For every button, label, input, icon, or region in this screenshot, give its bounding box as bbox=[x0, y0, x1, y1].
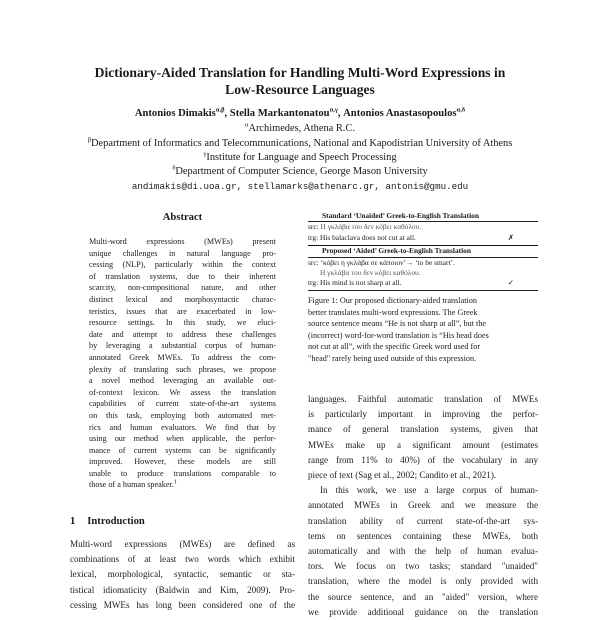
mwe-dictionary-entry: ‘κόβει η γκλάβα σε κάποιον’→ ‘to be smart’. bbox=[320, 257, 455, 267]
abstract-line: on this task, employing both automated met- bbox=[89, 410, 276, 420]
affiliation-archimedes bbox=[0, 122, 600, 135]
figure-1 bbox=[308, 211, 538, 291]
affiliation-gmu bbox=[0, 165, 600, 178]
body-line: automatically and with the help of human evalua- bbox=[308, 546, 538, 557]
figure-proposed-trg bbox=[308, 278, 538, 288]
figure-heading-text: Proposed ‘Aided’ Greek-to-English Translation bbox=[322, 246, 471, 256]
body-line: we provide additional guidance on the translation bbox=[308, 606, 538, 617]
author-sup: α,δ bbox=[456, 106, 466, 114]
caption-line: (incorrect) word-for-word translation is “His head does bbox=[308, 330, 489, 340]
section-title: Introduction bbox=[87, 516, 145, 527]
body-line: the source sentence, and an "aided" version, where bbox=[308, 591, 538, 602]
abstract-line: improved. However, these models are still bbox=[89, 457, 276, 467]
affiliation-text: Institute for Language and Speech Processing bbox=[206, 152, 397, 163]
src-text: Η γκλάβα του δεν κόβει καθόλου. bbox=[320, 222, 422, 232]
body-line: range from 11% to 40%) of the vocabulary in any bbox=[308, 454, 538, 465]
abstract-line: plexity of translating such phrases, we propose bbox=[89, 364, 276, 374]
affiliation-text: Department of Informatics and Telecommunications, National and Kapodistrian University of Athens bbox=[91, 138, 513, 149]
affiliation-sup: γ bbox=[203, 150, 207, 158]
abstract-line: distinct lexical and morphosyntactic charac- bbox=[89, 294, 276, 304]
body-line: In this work, we use a large corpus of human- bbox=[320, 485, 538, 496]
title-line-2: Low-Resource Languages bbox=[225, 82, 375, 97]
abstract-line: unable to produce translations comparable to bbox=[89, 468, 276, 478]
affiliation-ilsp bbox=[0, 151, 600, 164]
affiliation-text: Archimedes, Athena R.C. bbox=[248, 123, 355, 134]
abstract-text bbox=[89, 236, 276, 491]
abstract-line: using our method when applicable, the perfor- bbox=[89, 434, 276, 444]
figure-heading-text: Standard ‘Unaided’ Greek-to-English Translation bbox=[322, 211, 479, 220]
caption-line: not cut at all”, with the specific Greek word used for bbox=[308, 342, 481, 352]
author-list: Antonios Dimakis$^{\alpha,\beta}$, Stella Markantonatou$^{\alpha,\gamma}$, Antonios Anastasopoulos$^{\alpha,\delta}$ bbox=[134, 106, 466, 119]
affiliation-sup: β bbox=[87, 136, 92, 144]
trg-text: His balaclava does not cut at all. bbox=[320, 232, 416, 242]
figure-proposed-src bbox=[308, 258, 538, 268]
abstract-line: Multi-word expressions (MWEs) present bbox=[89, 237, 276, 246]
body-line: translation ability of current state-of-the-art sys- bbox=[308, 515, 538, 526]
abstract-heading: Abstract bbox=[162, 212, 203, 223]
caption-line: better translates multi-word expressions. The Greek bbox=[308, 307, 478, 317]
caption-line: source sentence means “He is not sharp at all”, but the bbox=[308, 319, 487, 329]
body-line: annotated MWEs in Greek and we measure the bbox=[308, 500, 538, 511]
abstract-line: scarcity, non-compositional nature, and other bbox=[89, 283, 276, 293]
affiliation-uoa bbox=[0, 137, 600, 150]
affiliation-sup: α bbox=[245, 121, 249, 129]
abstract-line: resource settings. In this study, we eluci- bbox=[89, 318, 276, 328]
figure-standard-heading bbox=[308, 211, 538, 221]
intro-line: cessing MWEs has long been considered one of the bbox=[70, 599, 295, 610]
abstract-line: of translation systems, due to their inherent bbox=[89, 271, 276, 281]
figure-proposed-src-sentence bbox=[308, 268, 538, 278]
intro-line: combinations of at least two words which exhibit bbox=[70, 554, 295, 565]
author-sup: α,β bbox=[215, 106, 225, 114]
section-heading-introduction bbox=[70, 516, 145, 527]
abstract-line: capabilities of current state-of-the-art systems bbox=[89, 399, 276, 409]
figure-proposed-heading bbox=[308, 246, 538, 256]
body-line: tems on sentences containing these MWEs, both bbox=[308, 530, 538, 541]
src-text: Η γκλάβα του δεν κόβει καθόλου. bbox=[320, 268, 421, 278]
affiliation-text: Department of Computer Science, George Mason University bbox=[175, 166, 428, 177]
abstract-line bbox=[89, 479, 276, 491]
section-number: 1 bbox=[70, 516, 76, 527]
caption-line: Figure 1: Our proposed dictionary-aided translation bbox=[308, 296, 477, 305]
intro-line: Multi-word expressions (MWEs) are defined as bbox=[70, 539, 295, 549]
abstract-line: mance of current systems can be significantly bbox=[89, 445, 276, 455]
caption-line: "head" rarely being used outside of this expression. bbox=[308, 353, 477, 363]
body-line: mance of general translation systems, given that bbox=[308, 424, 538, 435]
figure-standard-trg bbox=[308, 233, 538, 243]
introduction-text bbox=[70, 537, 295, 613]
abstract-line: date and attempt to address these challenges bbox=[89, 329, 276, 339]
abstract-line: teristics, issues that are exacerbated in low- bbox=[89, 306, 276, 316]
body-line: translation, where the model is only provided with bbox=[308, 576, 538, 587]
affiliation-sup: δ bbox=[172, 164, 176, 172]
intro-line: tistical idiomaticity (Baldwin and Kim, 2009). Pro- bbox=[70, 584, 295, 595]
trg-label: trg: bbox=[308, 232, 319, 242]
check-icon: ✓ bbox=[507, 278, 514, 288]
trg-text: His mind is not sharp at all. bbox=[320, 278, 402, 288]
body-line: piece of text (Sag et al., 2002; Candito et al., 2021). bbox=[308, 470, 497, 481]
body-line: is particularly important in improving the perfor- bbox=[308, 409, 538, 420]
abstract-line: rics and human evaluators. We find that by bbox=[89, 422, 276, 432]
figure-standard-src bbox=[308, 222, 538, 232]
author-name: Antonios Anastasopoulos bbox=[343, 108, 457, 119]
right-column-text bbox=[308, 392, 538, 620]
body-line: MWEs make up a significant amount (estimates bbox=[308, 439, 538, 450]
footnote-mark[interactable]: 1 bbox=[173, 478, 178, 486]
author-name: Antonios Dimakis bbox=[134, 108, 216, 119]
abstract-line: cessing (NLP), particularly within the context bbox=[89, 260, 276, 270]
abstract-line: by leveraging a substantial corpus of human- bbox=[89, 341, 276, 351]
abstract-line: annotated Greek MWEs. To address the com- bbox=[89, 352, 276, 362]
body-line: tors. We focus on two tasks; standard "unaided" bbox=[308, 561, 538, 572]
figure-1-caption bbox=[308, 295, 538, 365]
title-line-1: Dictionary-Aided Translation for Handling Multi-Word Expressions in bbox=[94, 65, 506, 80]
author-name: Stella Markantonatou bbox=[229, 108, 330, 119]
paper-title bbox=[60, 64, 540, 98]
src-label: src: bbox=[308, 257, 319, 267]
abstract-line: of-context lexicon. We assess the translation bbox=[89, 387, 276, 397]
body-line: languages. Faithful automatic translation of MWEs bbox=[308, 394, 538, 404]
abstract-last-text: those of a human speaker. bbox=[89, 480, 174, 490]
cross-icon: ✗ bbox=[507, 232, 514, 242]
trg-label: trg: bbox=[308, 278, 319, 288]
author-emails: andimakis@di.uoa.gr, stellamarks@athenarc.gr, antonis@gmu.edu bbox=[131, 181, 469, 192]
abstract-line: unique challenges in natural language pro- bbox=[89, 248, 276, 258]
src-label: src: bbox=[308, 222, 319, 232]
author-sup: α,γ bbox=[329, 106, 338, 114]
abstract-line: a novel method leveraging an available out- bbox=[89, 376, 276, 386]
intro-line: lexical, morphological, syntactic, semantic or sta- bbox=[70, 569, 295, 580]
figure-rule bbox=[308, 290, 538, 291]
